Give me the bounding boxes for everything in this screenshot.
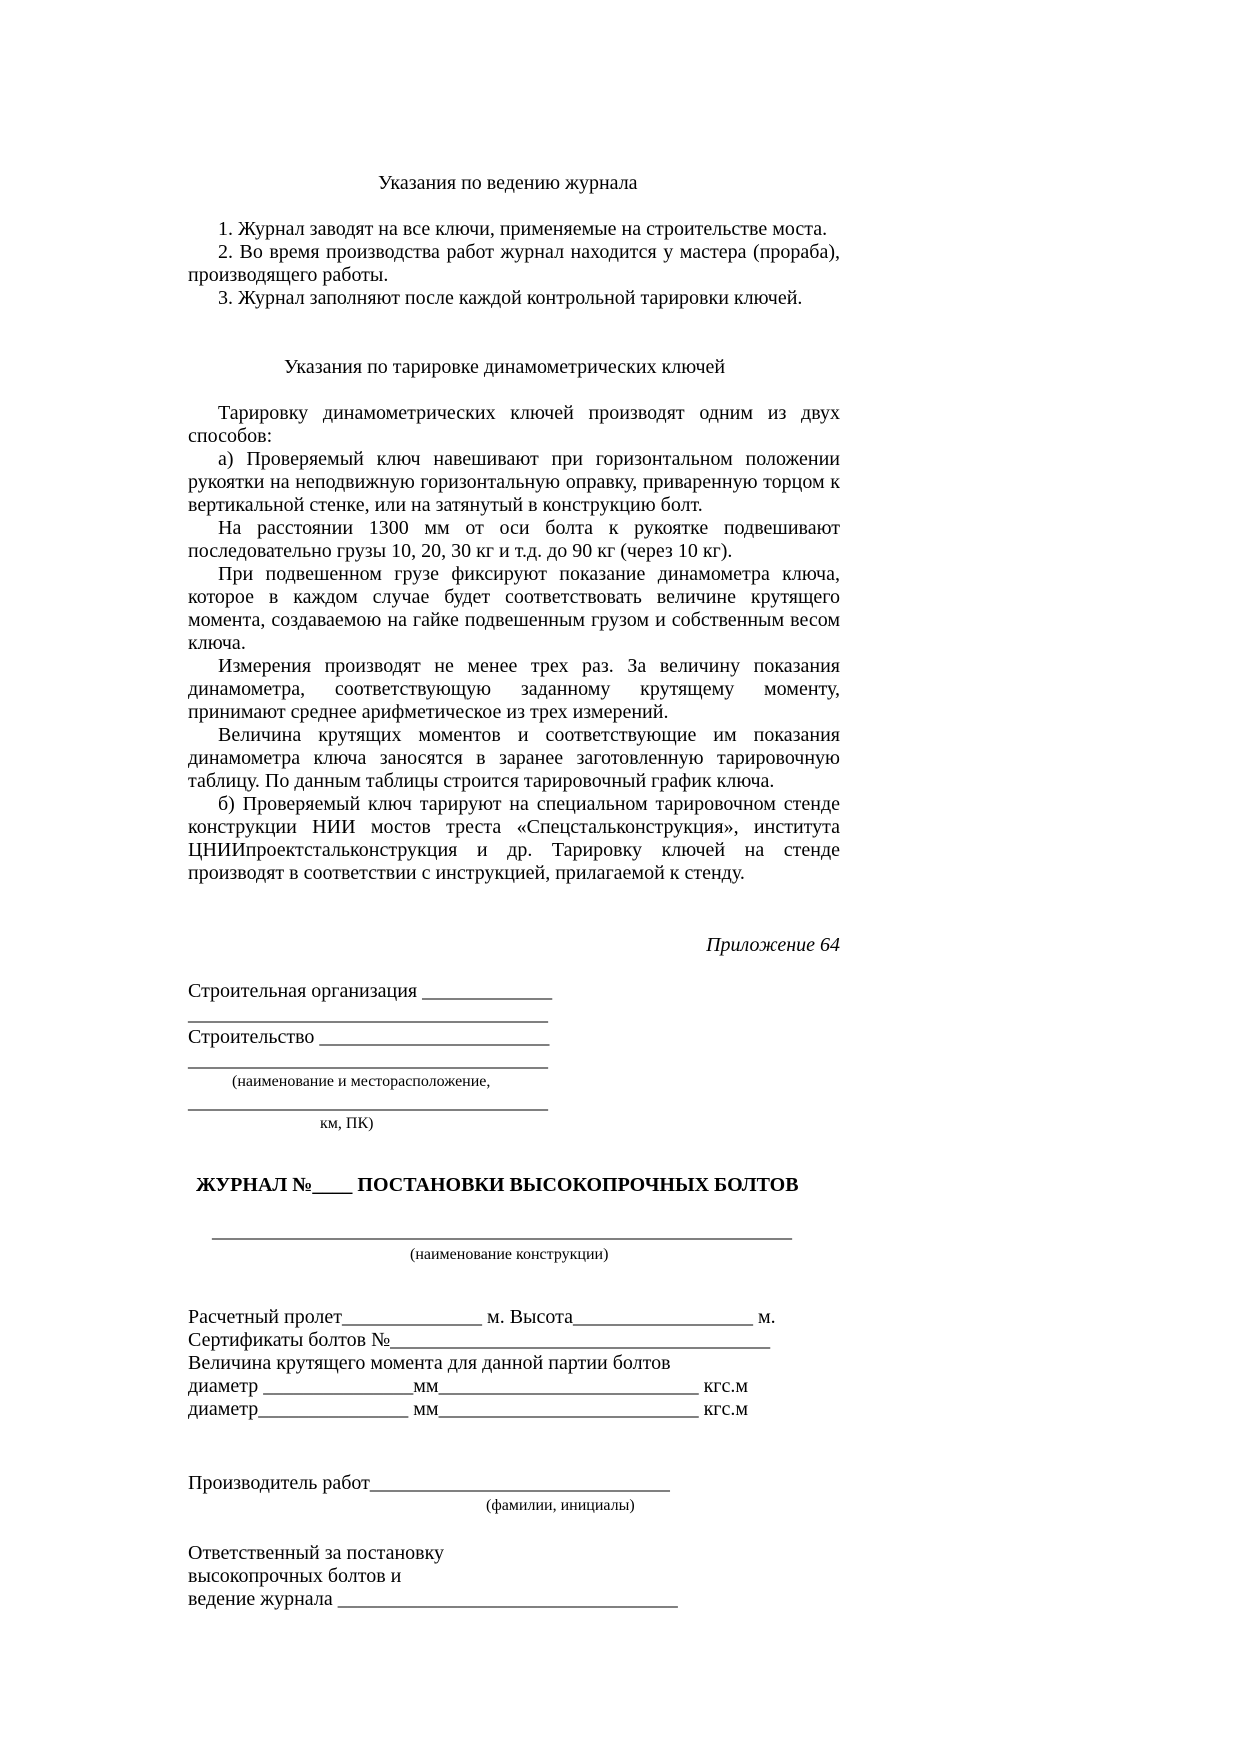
section2-paragraph-3: На расстоянии 1300 мм от оси болта к рукоятке подвешивают последовательно грузы 10, 20, 30 кг и т.д. до 90 кг (через 10 кг). [188,517,840,562]
section1-list [188,218,840,310]
construction-blank-line: ____________________________________ [188,1049,548,1071]
km-caption: км, ПК) [320,1115,374,1132]
section1-title: Указания по ведению журнала [378,172,638,194]
organization-blank-line: ____________________________________ [188,1003,548,1025]
foreman-caption: (фамилии, инициалы) [486,1497,635,1514]
construction-name-line: __________________________________________________________ [212,1220,792,1242]
section2-body [188,402,840,885]
journal-fields [188,1306,840,1421]
certificates-field: Сертификаты болтов №______________________________________ [188,1329,771,1351]
responsible-line-3: ведение журнала __________________________________ [188,1588,678,1610]
section1-item-3: 3. Журнал заполняют после каждой контрольной тарировки ключей. [218,287,803,309]
section2-paragraph-6: Величина крутящих моментов и соответствующие им показания динамометра ключа заносятся в заранее заготовленную тарировочную таблицу. По данным таблицы строится тарировочный график ключа. [188,724,840,792]
organization-block [188,980,608,1133]
diameter-field-2: диаметр_______________ мм__________________________ кгс.м [188,1398,749,1420]
construction-line: Строительство _______________________ [188,1026,550,1048]
section2-paragraph-2: а) Проверяемый ключ навешивают при горизонтальном положении рукоятки на неподвижную горизонтальную оправку, приваренную торцом к вертикальной стенке, или на затянутый в конструкцию болт. [188,448,840,516]
responsible-line-2: высокопрочных болтов и [188,1565,402,1587]
responsible-line-1: Ответственный за постановку [188,1542,445,1564]
journal-title: ЖУРНАЛ №____ ПОСТАНОВКИ ВЫСОКОПРОЧНЫХ БОЛТОВ [196,1174,799,1196]
organization-line: Строительная организация _____________ [188,980,553,1002]
section1-item-1: 1. Журнал заводят на все ключи, применяемые на строительстве моста. [218,218,828,240]
section2-paragraph-4: При подвешенном грузе фиксируют показание динамометра ключа, которое в каждом случае будет соответствовать величине крутящего момента, создаваемою на гайке подвешенным грузом и собственным весом ключа. [188,563,840,654]
location-caption: (наименование и месторасположение, [232,1073,491,1090]
section1-item-2: 2. Во время производства работ журнал находится у мастера (прораба), производящего работы. [188,241,840,286]
section2-paragraph-1: Тарировку динамометрических ключей производят одним из двух способов: [188,402,840,447]
appendix-label: Приложение 64 [706,934,840,956]
span-height-field: Расчетный пролет______________ м. Высота__________________ м. [188,1306,776,1328]
diameter-field-1: диаметр _______________мм__________________________ кгс.м [188,1375,749,1397]
torque-label: Величина крутящего момента для данной партии болтов [188,1352,671,1374]
section2-paragraph-5: Измерения производят не менее трех раз. За величину показания динамометра, соответствующую заданному крутящему моменту, принимают среднее арифметическое из трех измерений. [188,655,840,723]
construction-name-caption: (наименование конструкции) [410,1246,609,1263]
section2-paragraph-7: б) Проверяемый ключ тарируют на специальном тарировочном стенде конструкции НИИ мостов треста «Спецстальконструкция», института ЦНИИпроектстальконструкция и др. Тарировку ключей на стенде производят в соответствии с инструкцией, прилагаемой к стенду. [188,793,840,884]
location-blank-line: ____________________________________ [188,1091,548,1113]
responsible-block [188,1542,840,1611]
section2-title: Указания по тарировке динамометрических ключей [284,356,726,378]
foreman-field: Производитель работ______________________________ [188,1472,670,1494]
